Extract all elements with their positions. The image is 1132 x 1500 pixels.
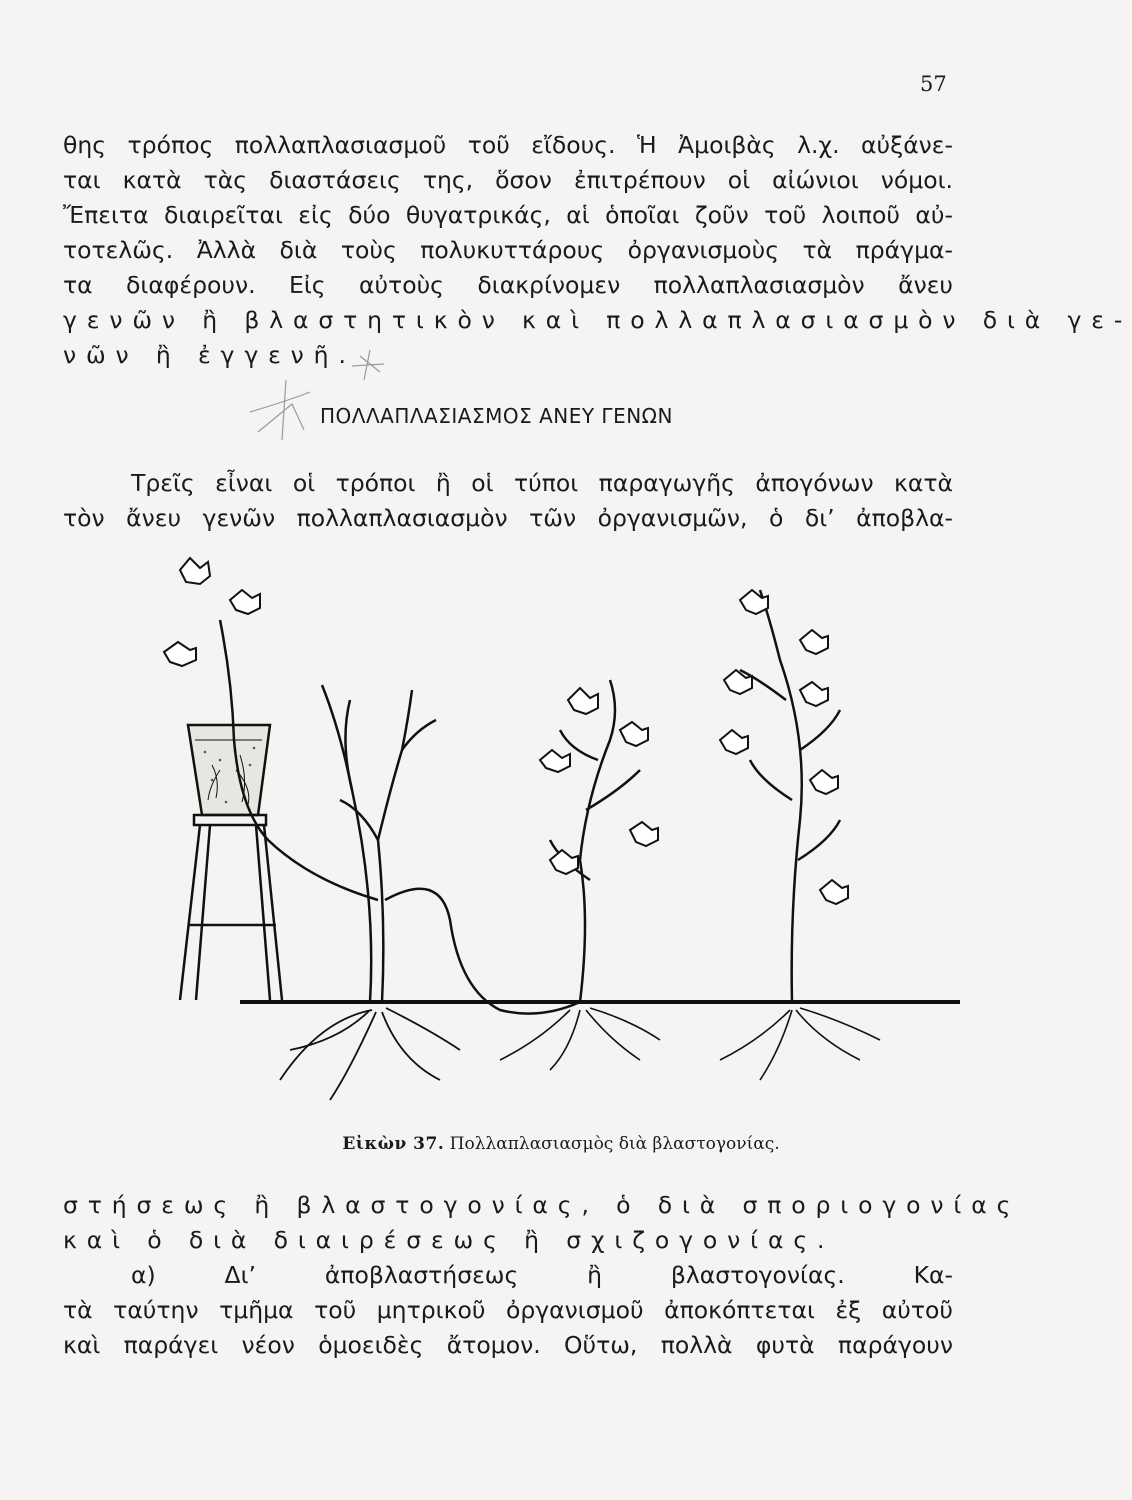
pencil-mark-icon [230, 340, 380, 450]
text-line: καὶ ὁ διὰ διαιρέσεως ἢ σχιζογονίας. [63, 1226, 835, 1254]
figure-illustration [140, 540, 960, 1130]
text-line: α) Δι’ ἀποβλαστήσεως ἢ βλαστογονίας. Κα- [131, 1261, 953, 1289]
caption-text: Πολλαπλασιασμὸς διὰ βλαστογονίας. [449, 1134, 780, 1154]
text-line: στήσεως ἢ βλαστογονίας, ὁ διὰ σποριογονίας [63, 1191, 1021, 1219]
pot-stand [180, 725, 282, 1000]
paragraph-bottom [63, 1188, 1021, 1363]
section-heading: ΠΟΛΛΑΠΛΑΣΙΑΣΜΟΣ ΑΝΕΥ ΓΕΝΩΝ [320, 404, 673, 428]
text-line: καὶ παράγει νέον ὁμοειδὲς ἄτομον. Οὕτω, πολλὰ φυτὰ παράγουν [63, 1331, 953, 1359]
text-line: Τρεῖς εἶναι οἱ τρόποι ἢ οἱ τύποι παραγωγῆς ἀπογόνων κατὰ [131, 469, 953, 497]
text-line: τὰ ταύτην τμῆμα τοῦ μητρικοῦ ὀργανισμοῦ ἀποκόπτεται ἐξ αὐτοῦ [63, 1296, 953, 1324]
caption-label: Εἰκὼν 37. [342, 1134, 445, 1154]
text-line: τα διαφέρουν. Εἰς αὐτοὺς διακρίνομεν πολλαπλασιασμὸν ἄνευ [63, 271, 953, 299]
figure-caption [0, 1134, 1122, 1154]
text-line: θης τρόπος πολλαπλασιασμοῦ τοῦ εἴδους. Ἡ Ἀμοιβὰς λ.χ. αὐξάνε- [63, 131, 953, 159]
text-line: γενῶν ἢ βλαστητικὸν καὶ πολλαπλασιασμὸν διὰ γε- [63, 306, 1132, 334]
paragraph-top [63, 128, 1132, 373]
mother-plant [220, 620, 580, 1100]
page-number: 57 [920, 72, 947, 96]
text-line: ται κατὰ τὰς διαστάσεις της, ὅσον ἐπιτρέπουν οἱ αἰώνιοι νόμοι. [63, 166, 953, 194]
text-line: τὸν ἄνευ γενῶν πολλαπλασιασμὸν τῶν ὀργανισμῶν, ὁ δι’ ἀποβλα- [63, 504, 953, 532]
text-line: τοτελῶς. Ἀλλὰ διὰ τοὺς πολυκυττάρους ὀργανισμοὺς τὰ πράγμα- [63, 236, 953, 264]
paragraph-intro [63, 466, 953, 536]
young-plant [720, 590, 880, 1080]
text-line: νῶν ἢ ἐγγενῆ. [63, 341, 356, 369]
text-line: Ἔπειτα διαιρεῖται εἰς δύο θυγατρικάς, αἱ ὁποῖαι ζοῦν τοῦ λοιποῦ αὐ- [63, 201, 953, 229]
